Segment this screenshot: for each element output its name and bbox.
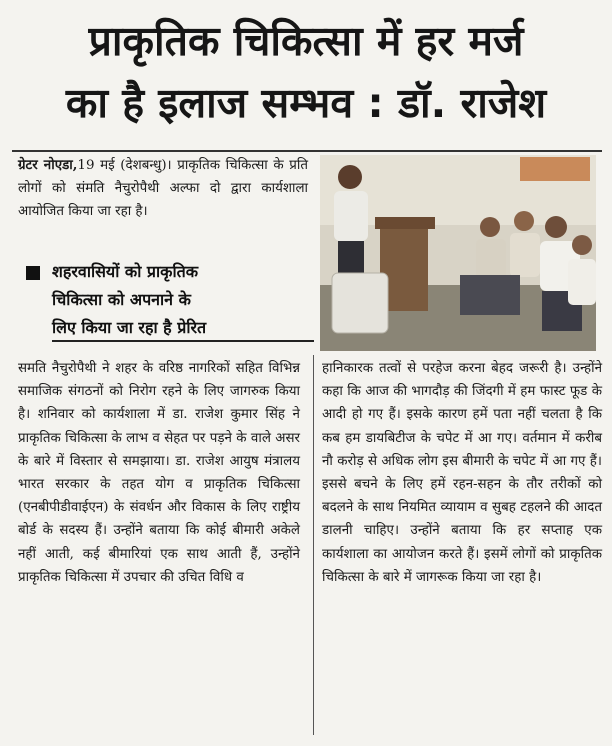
body-left-text: समति नैचुरोपैथी ने शहर के वरिष्ठ नागरिकों सहित विभिन्न समाजिक संगठनों को निरोग रहने के लिए जागरुक किया है। शनिवार को कार्यशाला में डा. राजेश कुमार सिंह ने प्राकृतिक चिकित्सा के लाभ व सेहत पर पड़ने के वाले असर के बारे में विस्तार से समझाया। डा. राजेश आयुष मंत्रालय भारत सरकार के तहत योग व प्राकृतिक चिकित्सा (एनबीपीडीवाईएन) के संवर्धन और विकास के लिए राष्ट्रीय बोर्ड के सदस्य हैं। उन्होंने बताया कि कोई बीमारी अकेले नहीं आती, कई बीमारियां एक साथ आती हैं, उन्होंने प्राकृतिक चिकित्सा में उपचार की उचित विधि व (18, 361, 300, 585)
subheading-line-1: शहरवासियों को प्राकृतिक (52, 262, 199, 281)
column-divider (313, 355, 314, 735)
body-column-right (322, 357, 602, 589)
square-bullet-icon (26, 266, 40, 280)
body-column-left (18, 357, 300, 589)
headline-line-2: का है इलाज सम्भव : डॉ. राजेश (65, 79, 547, 127)
date: 19 मई (देशबन्धु)। (77, 158, 172, 173)
subheading-line-2: चिकित्सा को अपनाने के (52, 290, 191, 309)
headline-rule (12, 150, 602, 152)
subheading-underline (52, 340, 314, 342)
headline-line-1: प्राकृतिक चिकित्सा में हर मर्ज (88, 17, 524, 65)
intro-paragraph (18, 154, 308, 223)
headline (0, 0, 612, 150)
subheading-line-3: लिए किया जा रहा है प्रेरित (52, 318, 207, 337)
subheading (12, 258, 312, 342)
dateline: ग्रेटर नोएडा, (18, 157, 78, 173)
workshop-photo (320, 155, 596, 351)
intro-text: प्राकृतिक चिकित्सा के प्रति लोगों को संमति नैचुरोपैथी अल्फा दो द्वारा कार्यशाला आयोजित किया जा रहा है। (18, 158, 309, 219)
body-right-text: हानिकारक तत्वों से परहेज करना बेहद जरूरी है। उन्होंने कहा कि आज की भागदौड़ की जिंदगी में हम फास्ट फूड के आदी हो गए हैं। इसके कारण हमें पता नहीं चलता है कि कब हम डायबिटीज के चपेट में आ गए। वर्तमान में करीब नौ करोड़ से अधिक लोग इस बीमारी के चपेट में आ गए हैं। इससे बचने के लिए हमें रहन-सहन के तौर तरीकों को बदलने के साथ नियमित व्यायाम व सुबह टहलने की आदत डालनी चाहिए। उन्होंने बताया कि हर सप्ताह एक कार्यशाला का आयोजन करते हैं। इसमें लोगों को प्राकृतिक चिकित्सा के बारे में जागरूक किया जा रहा है। (322, 361, 602, 585)
